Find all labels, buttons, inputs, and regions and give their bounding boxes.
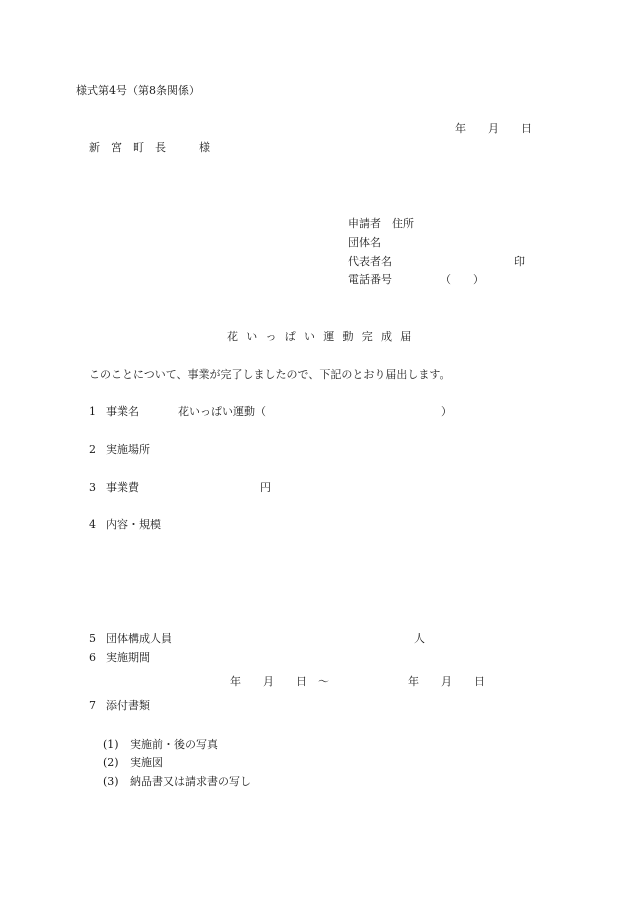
item-5-unit: 人: [414, 632, 425, 645]
item-5-label: 団体構成人員: [106, 632, 172, 645]
seal-mark: 印: [514, 255, 525, 268]
form-number: 様式第4号（第8条関係）: [76, 84, 200, 97]
item-4-number: 4: [89, 518, 96, 531]
attachment-3-number: (3): [103, 775, 119, 788]
attachment-3-text: 納品書又は請求書の写し: [130, 775, 251, 788]
item-1-number: 1: [89, 405, 96, 418]
item-6-number: 6: [89, 651, 96, 664]
attachment-1-text: 実施前・後の写真: [130, 738, 218, 751]
item-1-value: 花いっぱい運動（: [178, 405, 266, 418]
item-7-label: 添付書類: [106, 699, 150, 712]
item-2-label: 実施場所: [106, 443, 150, 456]
item-1-label: 事業名: [106, 405, 139, 418]
phone-parens: （ ）: [440, 273, 484, 286]
applicant-address-label: 申請者 住所: [348, 217, 414, 230]
item-3-number: 3: [89, 481, 96, 494]
item-7-number: 7: [89, 699, 96, 712]
addressee: 新 宮 町 長 様: [89, 141, 210, 154]
applicant-phone-label: 電話番号: [348, 273, 392, 286]
attachment-2-text: 実施図: [130, 756, 163, 769]
attachment-2-number: (2): [103, 756, 119, 769]
item-1-close: ）: [441, 405, 452, 418]
item-2-number: 2: [89, 443, 96, 456]
attachment-1-number: (1): [103, 738, 119, 751]
intro-text: このことについて、事業が完了しましたので、下記のとおり届出します。: [89, 368, 451, 381]
item-6-label: 実施期間: [106, 651, 150, 664]
document-title: 花いっぱい運動完成届: [227, 330, 420, 343]
item-4-label: 内容・規模: [106, 518, 161, 531]
item-3-label: 事業費: [106, 481, 139, 494]
item-5-number: 5: [89, 632, 96, 645]
applicant-rep-label: 代表者名: [348, 255, 392, 268]
applicant-group-label: 団体名: [348, 236, 381, 249]
period-end: 年 月 日: [408, 675, 485, 688]
item-3-unit: 円: [260, 481, 271, 494]
period-start: 年 月 日 〜: [230, 675, 329, 688]
date-line: 年 月 日: [455, 122, 532, 135]
